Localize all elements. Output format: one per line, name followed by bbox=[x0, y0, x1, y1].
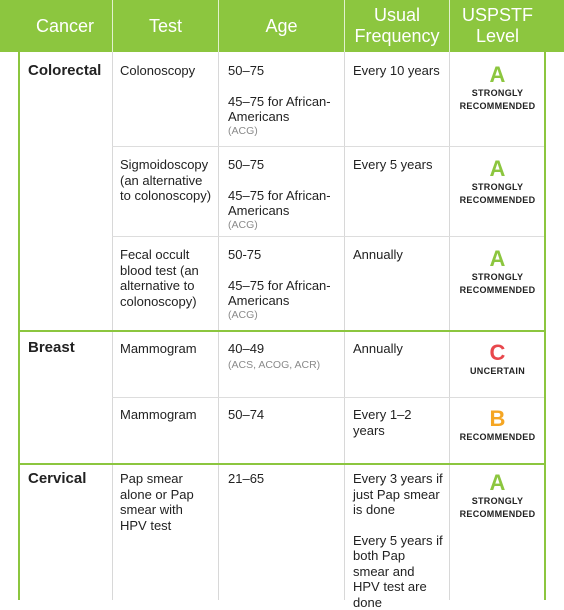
grade-letter: A bbox=[450, 157, 545, 181]
age-alternative: 45–75 for African-Americans bbox=[228, 94, 342, 125]
frequency-cell bbox=[353, 471, 443, 610]
grade-text: RECOMMENDED bbox=[450, 431, 545, 444]
grade-text: UNCERTAIN bbox=[450, 365, 545, 378]
grade-text: STRONGLY RECOMMENDED bbox=[450, 87, 545, 112]
age-cell: 21–65 bbox=[228, 471, 342, 487]
test-cell: Mammogram bbox=[120, 341, 215, 357]
frequency-primary: Every 3 years if just Pap smear is done bbox=[353, 471, 443, 517]
row-divider bbox=[112, 146, 544, 147]
header-divider bbox=[344, 0, 345, 52]
grade-letter: B bbox=[450, 407, 545, 431]
column-divider bbox=[218, 52, 219, 600]
header-divider bbox=[449, 0, 450, 52]
grade-cell bbox=[450, 471, 545, 520]
age-source-note: (ACG) bbox=[228, 125, 342, 138]
header-test: Test bbox=[113, 0, 218, 52]
age-cell bbox=[228, 63, 342, 138]
grade-text: STRONGLY RECOMMENDED bbox=[450, 495, 545, 520]
age-range: 40–49 bbox=[228, 341, 264, 356]
header-divider bbox=[218, 0, 219, 52]
age-cell bbox=[228, 247, 342, 322]
age-source-note: (ACS, ACOG, ACR) bbox=[228, 359, 342, 372]
grade-cell bbox=[450, 63, 545, 112]
frequency-cell: Annually bbox=[353, 247, 447, 263]
table-left-edge bbox=[18, 52, 20, 600]
grade-cell bbox=[450, 247, 545, 296]
grade-cell bbox=[450, 341, 545, 378]
age-cell bbox=[228, 341, 342, 372]
grade-letter: C bbox=[450, 341, 545, 365]
frequency-cell: Every 5 years bbox=[353, 157, 447, 173]
grade-cell bbox=[450, 157, 545, 206]
grade-cell bbox=[450, 407, 545, 444]
grade-letter: A bbox=[450, 63, 545, 87]
age-alternative: 45–75 for African-Americans bbox=[228, 278, 342, 309]
frequency-cell: Annually bbox=[353, 341, 447, 357]
age-alternative: 45–75 for African-Americans bbox=[228, 188, 342, 219]
row-divider bbox=[112, 236, 544, 237]
test-cell: Pap smear alone or Pap smear with HPV test bbox=[120, 471, 210, 533]
age-range: 50–75 bbox=[228, 63, 264, 78]
header-level: USPSTF Level bbox=[450, 0, 545, 52]
age-range: 50-75 bbox=[228, 247, 261, 262]
age-source-note: (ACG) bbox=[228, 219, 342, 232]
grade-letter: A bbox=[450, 247, 545, 271]
header-age: Age bbox=[219, 0, 344, 52]
grade-text: STRONGLY RECOMMENDED bbox=[450, 181, 545, 206]
test-cell: Colonoscopy bbox=[120, 63, 215, 79]
cancer-label: Cervical bbox=[28, 470, 86, 487]
cancer-label: Breast bbox=[28, 339, 75, 356]
header-frequency: Usual Frequency bbox=[345, 0, 449, 52]
age-source-note: (ACG) bbox=[228, 309, 342, 322]
age-cell: 50–74 bbox=[228, 407, 342, 423]
test-cell: Sigmoidoscopy (an alternative to colonoscopy) bbox=[120, 157, 216, 204]
table-header bbox=[0, 0, 564, 52]
grade-text: STRONGLY RECOMMENDED bbox=[450, 271, 545, 296]
row-divider bbox=[112, 397, 544, 398]
age-cell bbox=[228, 157, 342, 232]
test-cell: Fecal occult blood test (an alternative to colonoscopy) bbox=[120, 247, 212, 309]
frequency-cell: Every 1–2 years bbox=[353, 407, 433, 438]
frequency-alternative: Every 5 years if both Pap smear and HPV test are done bbox=[353, 533, 443, 610]
group-divider bbox=[18, 330, 546, 332]
column-divider bbox=[112, 52, 113, 600]
header-divider bbox=[112, 0, 113, 52]
frequency-cell: Every 10 years bbox=[353, 63, 447, 79]
grade-letter: A bbox=[450, 471, 545, 495]
header-cancer: Cancer bbox=[18, 0, 112, 52]
group-divider bbox=[18, 463, 546, 465]
age-range: 50–75 bbox=[228, 157, 264, 172]
test-cell: Mammogram bbox=[120, 407, 215, 423]
column-divider bbox=[344, 52, 345, 600]
cancer-label: Colorectal bbox=[28, 62, 101, 79]
